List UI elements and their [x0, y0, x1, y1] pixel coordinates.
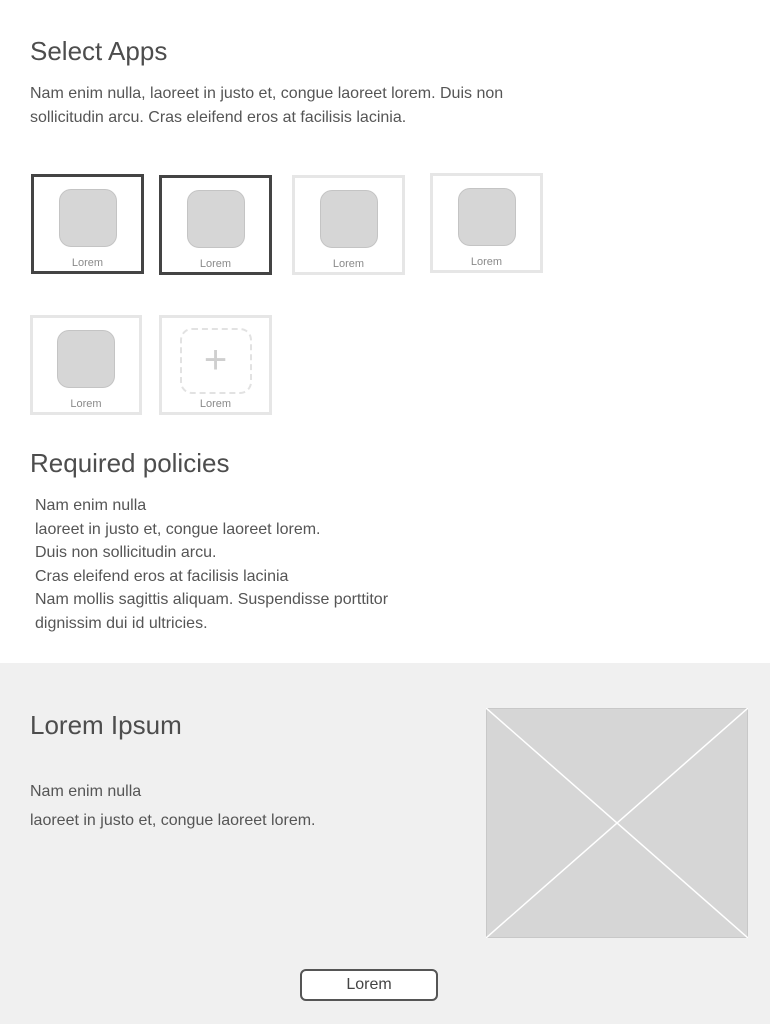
- select-apps-description-line1: Nam enim nulla, laoreet in justo et, congue laoreet lorem. Duis non: [30, 85, 504, 102]
- add-app-tile-label: Lorem: [199, 398, 232, 410]
- policies-list: [35, 494, 388, 635]
- select-apps-title: Select Apps: [30, 36, 168, 66]
- app-tile-label: Lorem: [71, 257, 104, 269]
- app-tile-5[interactable]: [30, 315, 142, 415]
- plus-icon: +: [180, 328, 252, 394]
- add-app-tile[interactable]: [159, 315, 272, 415]
- app-tile-3[interactable]: [292, 175, 405, 275]
- lorem-button[interactable]: Lorem: [300, 969, 438, 1001]
- app-tile-label: Lorem: [199, 258, 232, 270]
- app-icon: [57, 330, 115, 388]
- policy-line: laoreet in justo et, congue laoreet lorem.: [35, 520, 321, 538]
- app-tile-2[interactable]: [159, 175, 272, 275]
- footer-title: Lorem Ipsum: [30, 710, 182, 740]
- app-tile-label: Lorem: [70, 398, 102, 410]
- app-icon: [187, 190, 245, 248]
- policy-line: dignissim dui id ultricies.: [35, 614, 208, 632]
- app-icon: [458, 188, 516, 246]
- image-placeholder-icon: [486, 708, 748, 938]
- app-tile-4[interactable]: [430, 173, 543, 273]
- app-icon: [320, 190, 378, 248]
- policy-line: Cras eleifend eros at facilisis lacinia: [35, 567, 289, 585]
- required-policies-title: Required policies: [30, 448, 230, 478]
- select-apps-description: [30, 82, 503, 130]
- policy-line: Duis non sollicitudin arcu.: [35, 544, 217, 561]
- select-apps-description-line2: sollicitudin arcu. Cras eleifend eros at facilisis lacinia.: [30, 109, 407, 126]
- app-tile-1[interactable]: [31, 174, 144, 274]
- app-tile-label: Lorem: [332, 258, 365, 270]
- policy-line: Nam mollis sagittis aliquam. Suspendisse porttitor: [35, 591, 389, 608]
- app-tile-label: Lorem: [470, 256, 503, 268]
- policy-line: Nam enim nulla: [35, 497, 147, 514]
- app-icon: [59, 189, 117, 247]
- footer-line2: laoreet in justo et, congue laoreet lorem.: [30, 812, 316, 829]
- footer-line1: Nam enim nulla: [30, 783, 142, 800]
